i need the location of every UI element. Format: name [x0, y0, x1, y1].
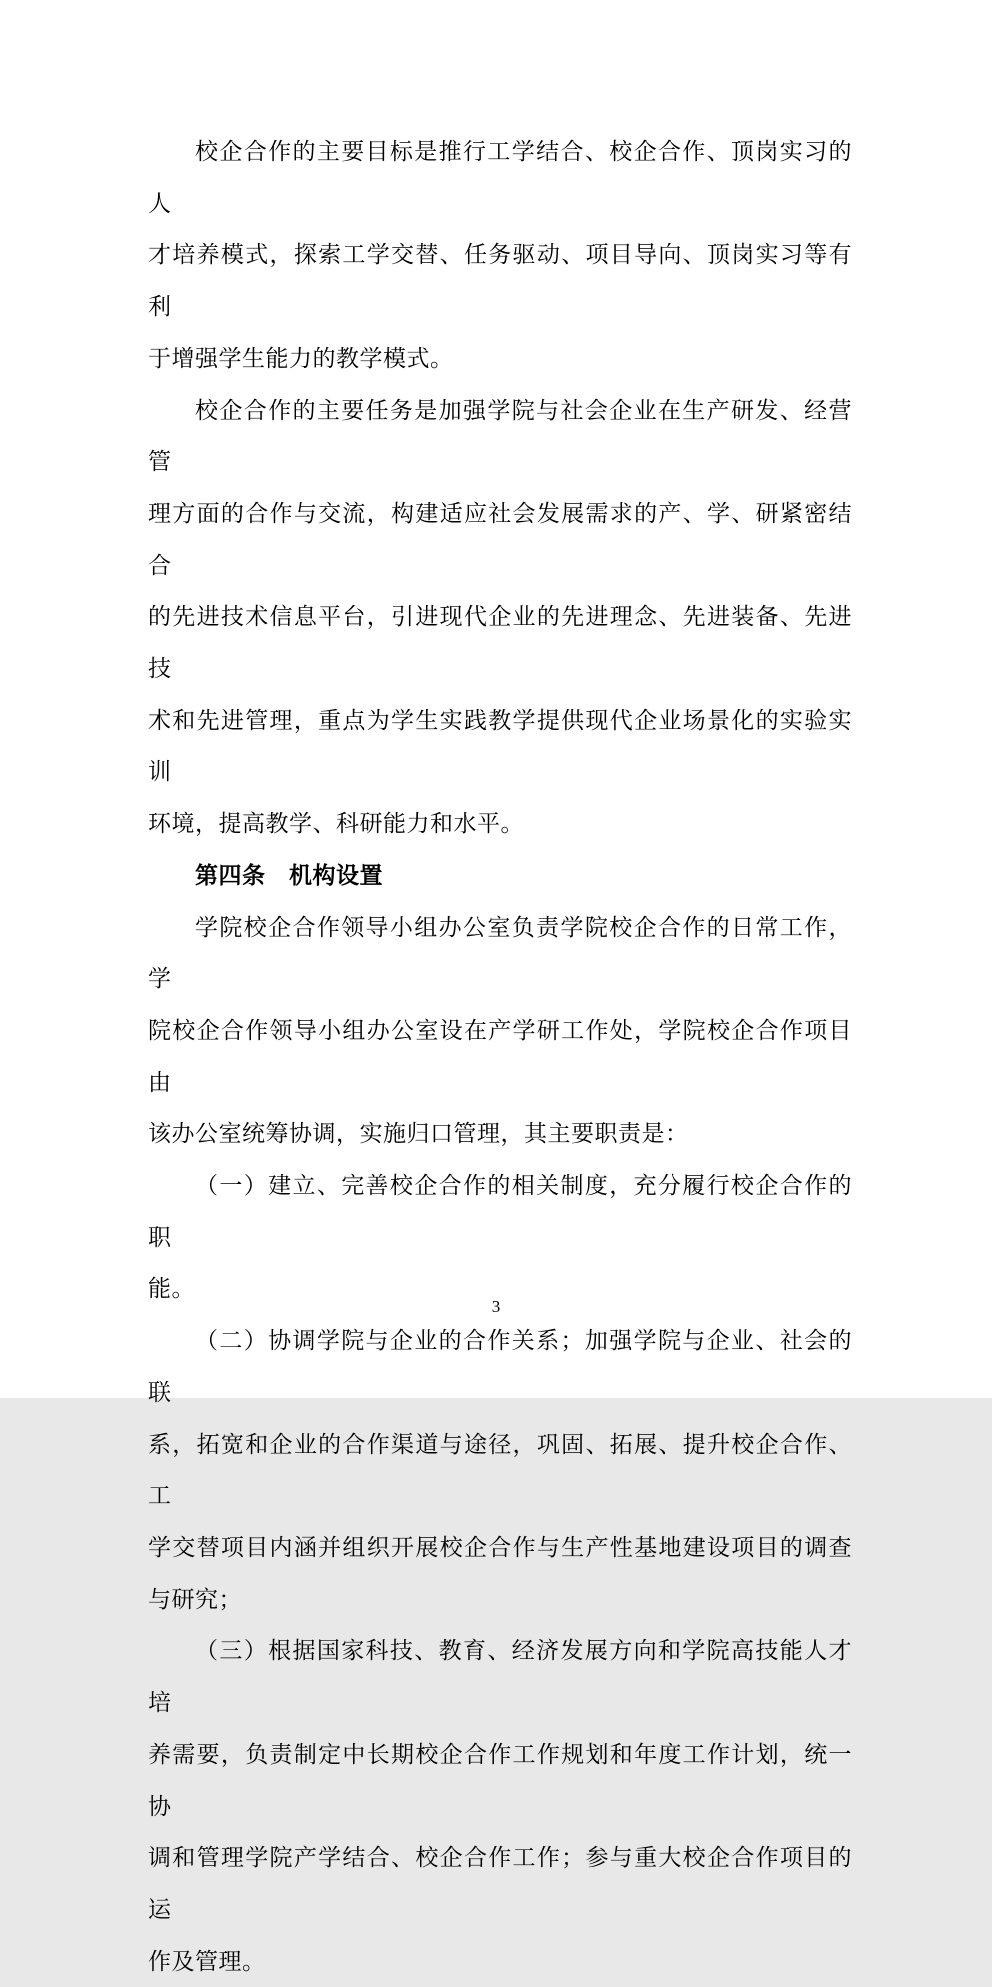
text-body — [148, 126, 852, 1987]
text-line: 理方面的合作与交流，构建适应社会发展需求的产、学、研紧密结合 — [148, 500, 852, 578]
page-number: 3 — [491, 1297, 501, 1316]
text-line: 才培养模式，探索工学交替、任务驱动、项目导向、顶岗实习等有利 — [148, 242, 852, 320]
text-line: 系，拓宽和企业的合作渠道与途径，巩固、拓展、提升校企合作、工 — [148, 1431, 852, 1509]
text-line: 学院校企合作领导小组办公室负责学院校企合作的日常工作，学 — [148, 914, 852, 992]
text-line: （三）根据国家科技、教育、经济发展方向和学院高技能人才培 — [148, 1638, 852, 1716]
section-heading: 第四条 机构设置 — [195, 861, 383, 888]
text-line: 调和管理学院产学结合、校企合作工作；参与重大校企合作项目的运 — [148, 1845, 852, 1922]
text-line: 术和先进管理，重点为学生实践教学提供现代企业场景化的实验实训 — [148, 707, 852, 785]
text-line: 学交替项目内涵并组织开展校企合作与生产性基地建设项目的调查 — [148, 1534, 852, 1560]
text-line: 作及管理。 — [148, 1948, 266, 1974]
text-line: 养需要，负责制定中长期校企合作工作规划和年度工作计划，统一协 — [148, 1741, 852, 1819]
text-line: 校企合作的主要目标是推行工学结合、校企合作、顶岗实习的人 — [148, 139, 852, 216]
text-line: 能。 — [148, 1276, 195, 1302]
text-line: 该办公室统筹协调，实施归口管理，其主要职责是： — [148, 1121, 689, 1147]
text-line: 环境，提高教学、科研能力和水平。 — [148, 811, 524, 837]
text-line: 校企合作的主要任务是加强学院与社会企业在生产研发、经营管 — [148, 397, 852, 475]
text-line: 院校企合作领导小组办公室设在产学研工作处，学院校企合作项目由 — [148, 1017, 852, 1095]
text-line: （一）建立、完善校企合作的相关制度，充分履行校企合作的职 — [148, 1173, 852, 1250]
text-line: 与研究； — [148, 1586, 242, 1612]
text-line: 的先进技术信息平台，引进现代企业的先进理念、先进装备、先进技 — [148, 604, 852, 682]
text-line: 于增强学生能力的教学模式。 — [148, 345, 454, 371]
text-line: （二）协调学院与企业的合作关系；加强学院与企业、社会的联 — [148, 1328, 852, 1405]
